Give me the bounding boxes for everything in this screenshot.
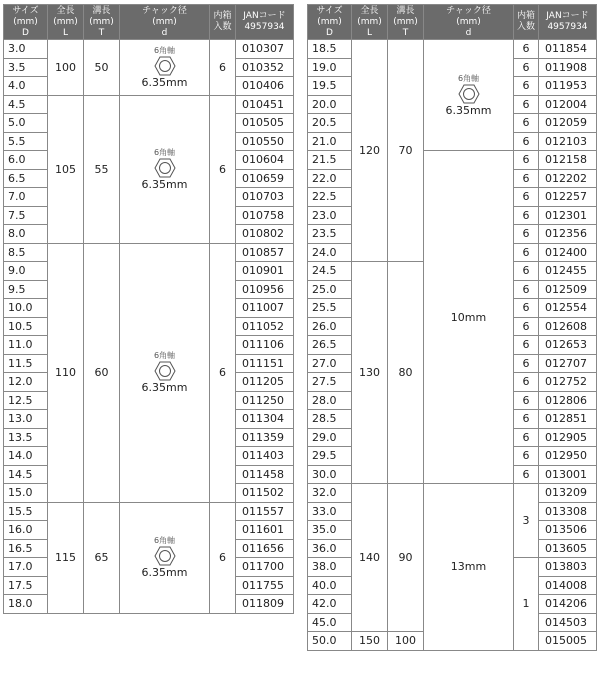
jan-code-cell: 010659 (236, 169, 294, 188)
jan-code-cell: 012554 (539, 299, 597, 318)
jan-code-cell: 012950 (539, 447, 597, 466)
size-cell: 26.5 (308, 336, 352, 355)
table-row (4, 502, 294, 521)
jan-code-cell: 013506 (539, 521, 597, 540)
size-cell: 21.0 (308, 132, 352, 151)
jan-code-cell: 012004 (539, 95, 597, 114)
jan-code-cell: 011908 (539, 58, 597, 77)
table-row (4, 40, 294, 59)
chuck-diameter-cell (120, 95, 210, 243)
jan-code-cell: 012851 (539, 410, 597, 429)
jan-code-cell: 011359 (236, 428, 294, 447)
size-cell: 12.5 (4, 391, 48, 410)
groove-length-cell: 50 (84, 40, 120, 96)
size-cell: 3.0 (4, 40, 48, 59)
spec-table-right (307, 4, 597, 651)
jan-code-cell: 012707 (539, 354, 597, 373)
chuck-size-text: 6.35mm (445, 103, 492, 117)
qty-cell: 6 (514, 114, 539, 133)
qty-cell: 6 (514, 465, 539, 484)
jan-code-cell: 011250 (236, 391, 294, 410)
size-cell: 22.0 (308, 169, 352, 188)
jan-code-cell: 010406 (236, 77, 294, 96)
jan-code-cell: 013001 (539, 465, 597, 484)
size-cell: 38.0 (308, 558, 352, 577)
qty-cell: 6 (514, 225, 539, 244)
size-cell: 24.0 (308, 243, 352, 262)
jan-code-cell: 010956 (236, 280, 294, 299)
jan-code-cell: 013803 (539, 558, 597, 577)
chuck-hex-figure (120, 352, 209, 393)
size-cell: 27.0 (308, 354, 352, 373)
length-cell: 110 (48, 243, 84, 502)
jan-code-cell: 012455 (539, 262, 597, 281)
groove-length-cell: 90 (388, 484, 424, 632)
jan-code-cell: 010802 (236, 225, 294, 244)
jan-code-cell: 010550 (236, 132, 294, 151)
table-row (308, 151, 597, 170)
size-cell: 15.5 (4, 502, 48, 521)
chuck-diameter-cell (120, 40, 210, 96)
size-cell: 8.5 (4, 243, 48, 262)
qty-cell: 6 (514, 58, 539, 77)
length-cell: 115 (48, 502, 84, 613)
length-cell: 140 (352, 484, 388, 632)
size-cell: 15.0 (4, 484, 48, 503)
jan-code-cell: 010505 (236, 114, 294, 133)
jan-code-cell: 012158 (539, 151, 597, 170)
header-size: サイズ (mm) D (4, 5, 48, 40)
size-cell: 14.5 (4, 465, 48, 484)
jan-code-cell: 013209 (539, 484, 597, 503)
qty-cell: 6 (514, 77, 539, 96)
size-cell: 42.0 (308, 595, 352, 614)
qty-cell: 6 (514, 151, 539, 170)
chuck-size-text: 6.35mm (141, 381, 188, 394)
header-row (4, 5, 294, 40)
jan-code-cell: 010307 (236, 40, 294, 59)
header-jan: JANコード 4957934 (539, 5, 597, 40)
header-groove: 溝長 (mm) T (388, 5, 424, 40)
qty-cell: 6 (514, 262, 539, 281)
size-cell: 33.0 (308, 502, 352, 521)
qty-cell: 3 (514, 484, 539, 558)
size-cell: 29.0 (308, 428, 352, 447)
jan-code-cell: 010901 (236, 262, 294, 281)
header-groove: 溝長 (mm) T (84, 5, 120, 40)
hex-shank-label: 6角軸 (153, 45, 176, 55)
jan-code-cell: 011106 (236, 336, 294, 355)
size-cell: 24.5 (308, 262, 352, 281)
groove-length-cell: 60 (84, 243, 120, 502)
jan-code-cell: 012202 (539, 169, 597, 188)
table-row (308, 484, 597, 503)
size-cell: 35.0 (308, 521, 352, 540)
groove-length-cell: 65 (84, 502, 120, 613)
jan-code-cell: 011151 (236, 354, 294, 373)
size-cell: 40.0 (308, 576, 352, 595)
jan-code-cell: 011403 (236, 447, 294, 466)
jan-code-cell: 011953 (539, 77, 597, 96)
hex-shank-label: 6角軸 (153, 351, 176, 360)
jan-code-cell: 012103 (539, 132, 597, 151)
qty-cell: 6 (514, 169, 539, 188)
chuck-size-text: 6.35mm (141, 75, 188, 89)
jan-code-cell: 011205 (236, 373, 294, 392)
header-size: サイズ (mm) D (308, 5, 352, 40)
length-cell: 100 (48, 40, 84, 96)
size-cell: 12.0 (4, 373, 48, 392)
header-jan: JANコード 4957934 (236, 5, 294, 40)
jan-code-cell: 012608 (539, 317, 597, 336)
chuck-diameter-cell (120, 502, 210, 613)
size-cell: 16.0 (4, 521, 48, 540)
jan-code-cell: 012400 (539, 243, 597, 262)
jan-code-cell: 011809 (236, 595, 294, 614)
length-cell: 105 (48, 95, 84, 243)
jan-code-cell: 010758 (236, 206, 294, 225)
size-cell: 8.0 (4, 225, 48, 244)
table-row (4, 243, 294, 262)
chuck-size-text: 6.35mm (141, 177, 188, 191)
jan-code-cell: 011304 (236, 410, 294, 429)
chuck-diameter-cell (424, 40, 514, 151)
hex-shank-icon (154, 546, 176, 566)
hex-shank-label: 6角軸 (457, 73, 480, 83)
chuck-diameter-cell (120, 243, 210, 502)
size-cell: 9.5 (4, 280, 48, 299)
qty-cell: 6 (514, 188, 539, 207)
qty-cell: 1 (514, 558, 539, 651)
jan-code-cell: 012509 (539, 280, 597, 299)
jan-code-cell: 012905 (539, 428, 597, 447)
size-cell: 36.0 (308, 539, 352, 558)
size-cell: 28.0 (308, 391, 352, 410)
qty-cell: 6 (514, 410, 539, 429)
jan-code-cell: 011458 (236, 465, 294, 484)
size-cell: 6.5 (4, 169, 48, 188)
chuck-diameter-cell: 10mm (424, 151, 514, 484)
header-length: 全長 (mm) L (48, 5, 84, 40)
jan-code-cell: 012059 (539, 114, 597, 133)
groove-length-cell: 80 (388, 262, 424, 484)
size-cell: 32.0 (308, 484, 352, 503)
size-cell: 16.5 (4, 539, 48, 558)
jan-code-cell: 011052 (236, 317, 294, 336)
groove-length-cell: 55 (84, 95, 120, 243)
size-cell: 23.0 (308, 206, 352, 225)
jan-code-cell: 012653 (539, 336, 597, 355)
jan-code-cell: 011007 (236, 299, 294, 318)
header-qty: 内箱 入数 (210, 5, 236, 40)
jan-code-cell: 012806 (539, 391, 597, 410)
size-cell: 14.0 (4, 447, 48, 466)
jan-code-cell: 010451 (236, 95, 294, 114)
jan-code-cell: 010857 (236, 243, 294, 262)
header-chuck: チャック径 (mm) d (120, 5, 210, 40)
jan-code-cell: 012752 (539, 373, 597, 392)
size-cell: 27.5 (308, 373, 352, 392)
size-cell: 3.5 (4, 58, 48, 77)
qty-cell: 6 (514, 447, 539, 466)
jan-code-cell: 011502 (236, 484, 294, 503)
size-cell: 13.5 (4, 428, 48, 447)
qty-cell: 6 (514, 95, 539, 114)
hex-shank-label: 6角軸 (153, 147, 176, 157)
size-cell: 17.0 (4, 558, 48, 577)
jan-code-cell: 011700 (236, 558, 294, 577)
size-cell: 18.0 (4, 595, 48, 614)
qty-cell: 6 (514, 132, 539, 151)
chuck-diameter-cell: 13mm (424, 484, 514, 651)
qty-cell: 6 (514, 336, 539, 355)
jan-code-cell: 011854 (539, 40, 597, 59)
header-chuck: チャック径 (mm) d (424, 5, 514, 40)
qty-cell: 6 (514, 373, 539, 392)
size-cell: 25.0 (308, 280, 352, 299)
size-cell: 11.5 (4, 354, 48, 373)
size-cell: 13.0 (4, 410, 48, 429)
size-cell: 19.5 (308, 77, 352, 96)
size-cell: 4.0 (4, 77, 48, 96)
header-row (308, 5, 597, 40)
chuck-hex-figure (424, 75, 513, 116)
table-row (4, 95, 294, 114)
length-cell: 130 (352, 262, 388, 484)
size-cell: 23.5 (308, 225, 352, 244)
groove-length-cell: 100 (388, 632, 424, 651)
size-cell: 50.0 (308, 632, 352, 651)
qty-cell: 6 (514, 280, 539, 299)
size-cell: 28.5 (308, 410, 352, 429)
qty-cell: 6 (210, 95, 236, 243)
size-cell: 7.5 (4, 206, 48, 225)
chuck-hex-figure (120, 47, 209, 88)
jan-code-cell: 010352 (236, 58, 294, 77)
size-cell: 45.0 (308, 613, 352, 632)
chuck-size-text: 6.35mm (141, 566, 188, 579)
qty-cell: 6 (514, 243, 539, 262)
size-cell: 4.5 (4, 95, 48, 114)
size-cell: 25.5 (308, 299, 352, 318)
table-row (308, 40, 597, 59)
jan-code-cell: 011656 (236, 539, 294, 558)
jan-code-cell: 010703 (236, 188, 294, 207)
jan-code-cell: 015005 (539, 632, 597, 651)
qty-cell: 6 (210, 502, 236, 613)
size-cell: 18.5 (308, 40, 352, 59)
size-cell: 10.0 (4, 299, 48, 318)
size-cell: 30.0 (308, 465, 352, 484)
size-cell: 10.5 (4, 317, 48, 336)
size-cell: 5.0 (4, 114, 48, 133)
qty-cell: 6 (514, 40, 539, 59)
length-cell: 120 (352, 40, 388, 262)
qty-cell: 6 (514, 299, 539, 318)
qty-cell: 6 (514, 206, 539, 225)
size-cell: 7.0 (4, 188, 48, 207)
jan-code-cell: 011557 (236, 502, 294, 521)
qty-cell: 6 (210, 40, 236, 96)
jan-code-cell: 012301 (539, 206, 597, 225)
hex-shank-icon (154, 56, 176, 76)
qty-cell: 6 (514, 317, 539, 336)
hex-shank-label: 6角軸 (153, 536, 176, 545)
qty-cell: 6 (514, 391, 539, 410)
jan-code-cell: 011755 (236, 576, 294, 595)
hex-shank-icon (458, 84, 480, 104)
length-cell: 150 (352, 632, 388, 651)
size-cell: 21.5 (308, 151, 352, 170)
hex-shank-icon (154, 361, 176, 381)
jan-code-cell: 013308 (539, 502, 597, 521)
header-length: 全長 (mm) L (352, 5, 388, 40)
size-cell: 9.0 (4, 262, 48, 281)
groove-length-cell: 70 (388, 40, 424, 262)
spec-table-left (3, 4, 294, 614)
qty-cell: 6 (514, 354, 539, 373)
qty-cell: 6 (514, 428, 539, 447)
size-cell: 20.5 (308, 114, 352, 133)
jan-code-cell: 010604 (236, 151, 294, 170)
size-cell: 5.5 (4, 132, 48, 151)
size-cell: 22.5 (308, 188, 352, 207)
size-cell: 26.0 (308, 317, 352, 336)
jan-code-cell: 011601 (236, 521, 294, 540)
jan-code-cell: 014008 (539, 576, 597, 595)
jan-code-cell: 012257 (539, 188, 597, 207)
size-cell: 19.0 (308, 58, 352, 77)
chuck-hex-figure (120, 149, 209, 190)
size-cell: 6.0 (4, 151, 48, 170)
size-cell: 29.5 (308, 447, 352, 466)
jan-code-cell: 014206 (539, 595, 597, 614)
chuck-hex-figure (120, 537, 209, 578)
size-cell: 11.0 (4, 336, 48, 355)
jan-code-cell: 014503 (539, 613, 597, 632)
hex-shank-icon (154, 158, 176, 178)
size-cell: 20.0 (308, 95, 352, 114)
size-cell: 17.5 (4, 576, 48, 595)
header-qty: 内箱 入数 (514, 5, 539, 40)
jan-code-cell: 013605 (539, 539, 597, 558)
jan-code-cell: 012356 (539, 225, 597, 244)
qty-cell: 6 (210, 243, 236, 502)
